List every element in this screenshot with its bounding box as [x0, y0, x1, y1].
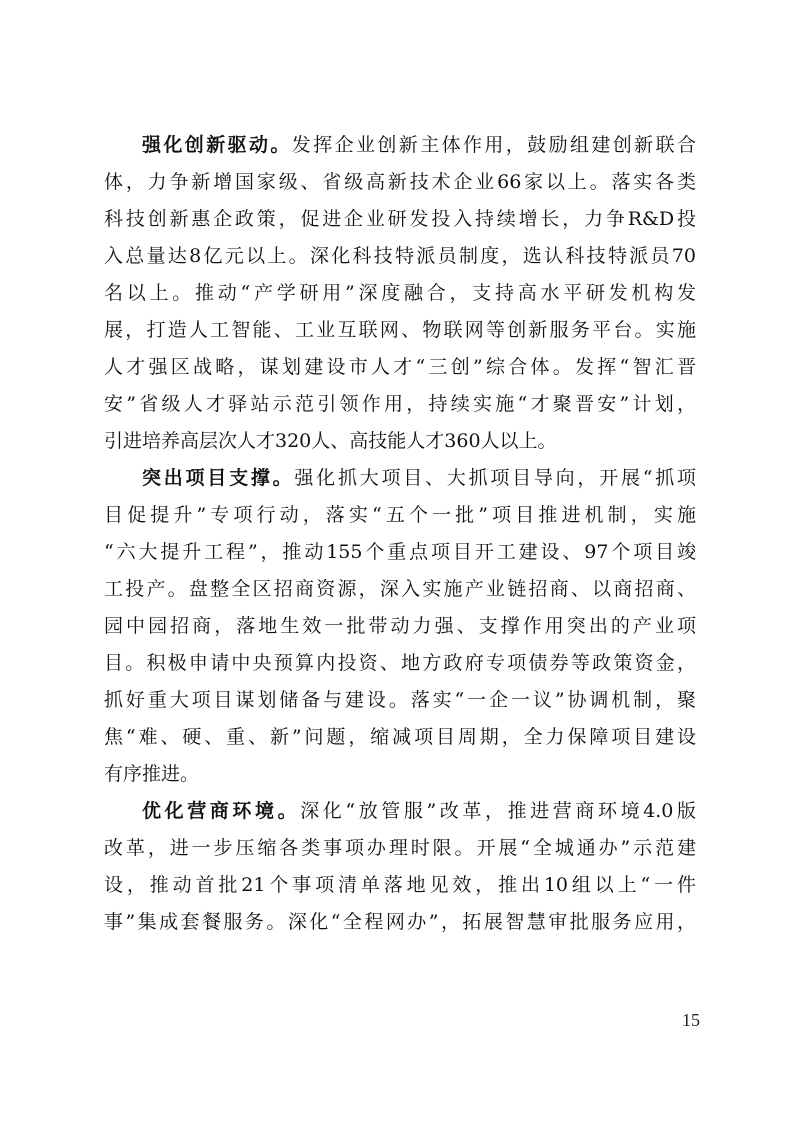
paragraph-3-line-3: 设，推动首批21个事项清单落地见效，推出10组以上“一件: [104, 874, 696, 896]
paragraph-1-text: 发挥企业创新主体作用，鼓励组建创新联合: [291, 134, 696, 156]
paragraph-2-heading: 突出项目支撑。: [142, 467, 295, 489]
paragraph-3-heading: 优化营商环境。: [142, 800, 301, 822]
paragraph-1-line-5: 名以上。推动“产学研用”深度融合，支持高水平研发机构发: [104, 282, 696, 304]
paragraph-2-text: 强化抓大项目、大抓项目导向，开展“抓项: [294, 467, 696, 489]
paragraph-1-line-9: 引进培养高层次人才320人、高技能人才360人以上。: [104, 430, 557, 452]
paragraph-2-line-4: 工投产。盘整全区招商资源，深入实施产业链招商、以商招商、: [104, 578, 696, 600]
paragraph-1-line-2: 体，力争新增国家级、省级高新技术企业66家以上。落实各类: [104, 171, 696, 193]
paragraph-2-line-8: 焦“难、硬、重、新”问题，缩减项目周期，全力保障项目建设: [104, 726, 696, 748]
paragraph-2-line-2: 目促提升”专项行动，落实“五个一批”项目推进机制，实施: [104, 504, 696, 526]
paragraph-2-line-5: 园中园招商，落地生效一批带动力强、支撑作用突出的产业项: [104, 615, 696, 637]
paragraph-1-line-3: 科技创新惠企政策，促进企业研发投入持续增长，力争R&D投: [104, 208, 696, 230]
paragraph-2-line-1: [104, 460, 696, 497]
paragraph-1-line-7: 人才强区战略，谋划建设市人才“三创”综合体。发挥“智汇晋: [104, 356, 696, 378]
page-number: 15: [682, 1010, 700, 1030]
paragraph-1-line-6: 展，打造人工智能、工业互联网、物联网等创新服务平台。实施: [104, 319, 696, 341]
paragraph-2-line-6: 目。积极申请中央预算内投资、地方政府专项债券等政策资金，: [104, 652, 696, 674]
paragraph-3-line-2: 改革，进一步压缩各类事项办理时限。开展“全城通办”示范建: [104, 837, 696, 859]
paragraph-2-line-7: 抓好重大项目谋划储备与建设。落实“一企一议”协调机制，聚: [104, 689, 696, 711]
paragraph-1-heading: 强化创新驱动。: [142, 134, 292, 156]
paragraph-2-line-9: 有序推进。: [104, 763, 200, 785]
paragraph-1-line-8: 安”省级人才驿站示范引领作用，持续实施“才聚晋安”计划，: [104, 393, 696, 415]
paragraph-3-line-1: [104, 793, 696, 830]
paragraph-3-line-4: 事”集成套餐服务。深化“全程网办”，拓展智慧审批服务应用，: [104, 911, 696, 933]
paragraph-3-text: 深化“放管服”改革，推进营商环境4.0版: [300, 800, 696, 822]
body-text: [104, 127, 696, 941]
paragraph-1-line-4: 入总量达8亿元以上。深化科技特派员制度，选认科技特派员70: [104, 245, 696, 267]
paragraph-2-line-3: “六大提升工程”，推动155个重点项目开工建设、97个项目竣: [104, 541, 696, 563]
paragraph-1-line-1: [104, 127, 696, 164]
